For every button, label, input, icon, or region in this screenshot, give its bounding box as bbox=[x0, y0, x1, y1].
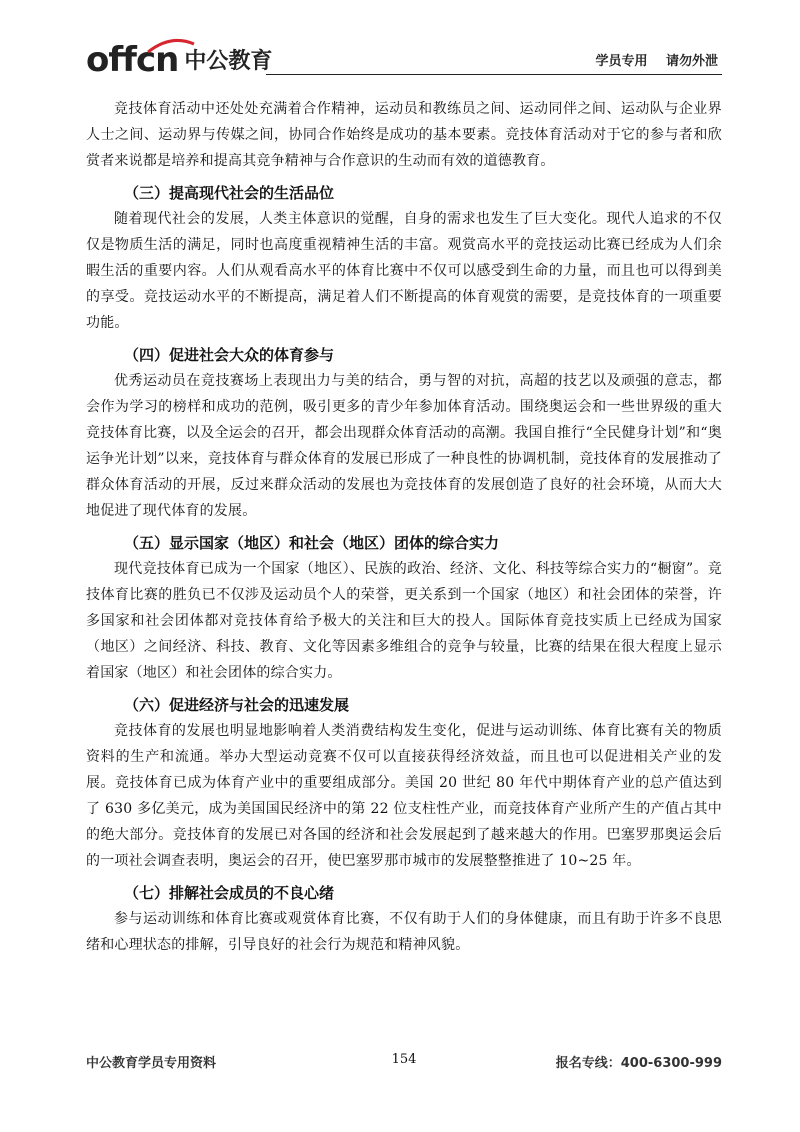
page-footer bbox=[86, 1050, 722, 1074]
footer-hotline: 报名专线：400-6300-999 bbox=[555, 1056, 722, 1071]
notice-student-only: 学员专用 bbox=[595, 54, 648, 69]
logo-swoosh-icon bbox=[146, 38, 196, 54]
paragraph-life-quality: 随着现代社会的发展，人类主体意识的觉醒，自身的需求也发生了巨大变化。现代人追求的不仅仅是物质生活的满足，同时也高度重视精神生活的丰富。观赏高水平的竞技运动比赛已经成为人们余暇生活的重要内容。人们从观看高水平的体育比赛中不仅可以感受到生命的力量，而且也可以得到美的享受。竞技运动水平的不断提高，满足着人们不断提高的体育观赏的需要，是竞技体育的一项重要功能。 bbox=[86, 211, 722, 331]
logo-chinese-text: 中公教育 bbox=[184, 49, 273, 74]
section-heading-5: （五）显示国家（地区）和社会（地区）团体的综合实力 bbox=[124, 534, 500, 552]
paragraph-public-participation: 优秀运动员在竞技赛场上表现出力与美的结合，勇与智的对抗，高超的技艺以及顽强的意志，都会作为学习的榜样和成功的范例，吸引更多的青少年参加体育活动。围绕奥运会和一些世界级的重大竞技体育比赛，以及全运会的召开，都会出现群众体育活动的高潮。我国自推行“全民健身计划”和“奥运争光计划”以来，竞技体育与群众体育的发展已形成了一种良性的协调机制，竞技体育的发展推动了群众体育活动的开展，反过来群众活动的发展也为竞技体育的发展创造了良好的社会环境，从而大大地促进了现代体育的发展。 bbox=[86, 373, 722, 519]
paragraph-economic-development: 竞技体育的发展也明显地影响着人类消费结构发生变化，促进与运动训练、体育比赛有关的物质资料的生产和流通。举办大型运动竞赛不仅可以直接获得经济效益，而且也可以促进相关产业的发展。竞技体育已成为体育产业中的重要组成部分。美国 20 世纪 80 年代中期体育产业的总产值达到了 630 多亿美元，成为美国国民经济中的第 22 位支柱性产业，而竞技体育产业所产生的产值占其中的绝大部分。竞技体育的发展已对各国的经济和社会发展起到了越来越大的作用。巴塞罗那奥运会后的一项社会调查表明，奥运会的召开，使巴塞罗那市城市的发展整整推进了 10~25 年。 bbox=[86, 723, 722, 869]
header-rule bbox=[266, 74, 722, 75]
section-heading-6: （六）促进经济与社会的迅速发展 bbox=[124, 696, 350, 714]
section-heading-7: （七）排解社会成员的不良心绪 bbox=[124, 884, 335, 902]
header-notice bbox=[581, 50, 718, 69]
paragraph-mood-relief: 参与运动训练和体育比赛或观赏体育比赛，不仅有助于人们的身体健康，而且有助于许多不良思绪和心理状态的排解，引导良好的社会行为规范和精神风貌。 bbox=[86, 911, 722, 953]
page-number: 154 bbox=[391, 1052, 417, 1067]
page-content bbox=[86, 96, 722, 958]
notice-no-leak: 请勿外泄 bbox=[665, 54, 718, 69]
logo-latin-text: offcn bbox=[86, 40, 179, 80]
section-heading-3: （三）提高现代社会的生活品位 bbox=[124, 184, 335, 202]
footer-material-label: 中公教育学员专用资料 bbox=[86, 1056, 217, 1071]
paragraph-national-strength: 现代竞技体育已成为一个国家（地区）、民族的政治、经济、文化、科技等综合实力的“橱窗”。竞技体育比赛的胜负已不仅涉及运动员个人的荣誉，更关系到一个国家（地区）和社会团体的荣誉，许多国家和社会团体都对竞技体育给予极大的关注和巨大的投人。国际体育竞技实质上已经成为国家（地区）之间经济、科技、教育、文化等因素多维组合的竞争与较量，比赛的结果在很大程度上显示着国家（地区）和社会团体的综合实力。 bbox=[86, 561, 722, 681]
paragraph-cooperation: 竞技体育活动中还处处充满着合作精神，运动员和教练员之间、运动同伴之间、运动队与企业界人士之间、运动界与传媒之间，协同合作始终是成功的基本要素。竞技体育活动对于它的参与者和欣赏者来说都是培养和提高其竞争精神与合作意识的生动而有效的道德教育。 bbox=[86, 101, 722, 169]
section-heading-4: （四）促进社会大众的体育参与 bbox=[124, 346, 335, 364]
page-header bbox=[86, 36, 722, 78]
